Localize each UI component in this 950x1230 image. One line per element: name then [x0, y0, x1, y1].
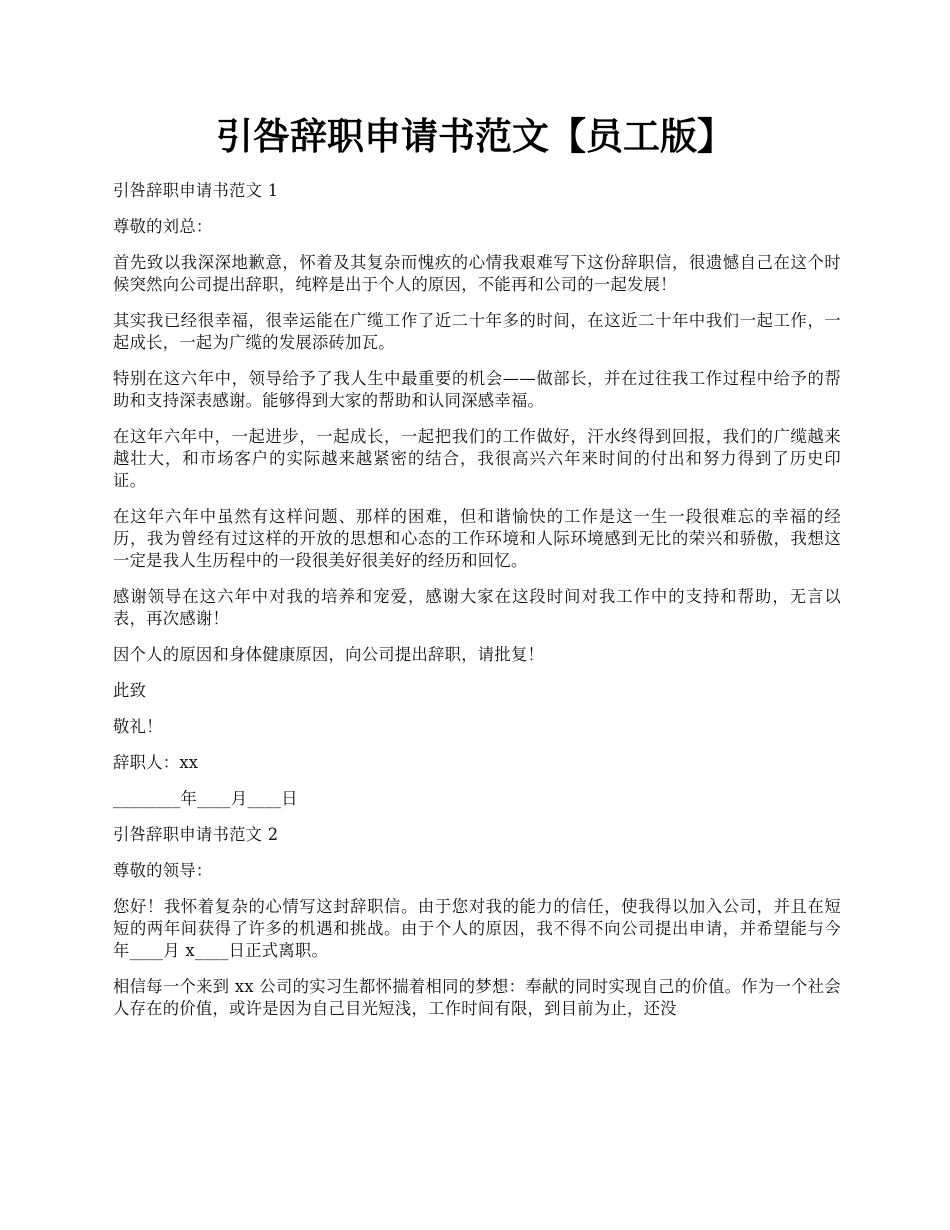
paragraph: 因个人的原因和身体健康原因，向公司提出辞职，请批复！	[113, 645, 545, 664]
date-line: ________年____月____日	[113, 789, 298, 808]
closing-regards: 敬礼！	[113, 717, 163, 736]
section-heading-2: 引咎辞职申请书范文 2	[113, 825, 279, 844]
salutation: 尊敬的领导：	[113, 861, 213, 880]
closing: 此致	[113, 681, 147, 700]
paragraph: 在这年六年中虽然有这样问题、那样的困难，但和谐愉快的工作是这一生一段很难忘的幸福的经历，我为曾经有过这样的开放的思想和心态的工作环境和人际环境感到无比的荣兴和骄傲，我想这一定是我人生历程中的一段很美好很美好的经历和回忆。	[113, 507, 841, 570]
document-body	[113, 180, 841, 1034]
salutation: 尊敬的刘总：	[113, 217, 213, 236]
paragraph: 在这年六年中，一起进步，一起成长，一起把我们的工作做好，汗水终得到回报，我们的广缆越来越壮大，和市场客户的实际越来越紧密的结合，我很高兴六年来时间的付出和努力得到了历史印证。	[113, 427, 841, 490]
signature: 辞职人：xx	[113, 753, 199, 772]
paragraph: 其实我已经很幸福，很幸运能在广缆工作了近二十年多的时间，在这近二十年中我们一起工作，一起成长，一起为广缆的发展添砖加瓦。	[113, 311, 841, 352]
paragraph: 特别在这六年中，领导给予了我人生中最重要的机会——做部长，并在过往我工作过程中给予的帮助和支持深表感谢。能够得到大家的帮助和认同深感幸福。	[113, 369, 841, 410]
section-heading-1: 引咎辞职申请书范文 1	[113, 181, 279, 200]
document-title: 引咎辞职申请书范文【员工版】	[216, 114, 734, 158]
paragraph: 感谢领导在这六年中对我的培养和宠爱，感谢大家在这段时间对我工作中的支持和帮助，无言以表，再次感谢！	[113, 587, 841, 628]
paragraph: 您好！我怀着复杂的心情写这封辞职信。由于您对我的能力的信任，使我得以加入公司，并且在短短的两年间获得了许多的机遇和挑战。由于个人的原因，我不得不向公司提出申请，并希望能与今年____月 x____日正式离职。	[113, 897, 841, 960]
paragraph: 首先致以我深深地歉意，怀着及其复杂而愧疚的心情我艰难写下这份辞职信，很遗憾自己在这个时候突然向公司提出辞职，纯粹是出于个人的原因，不能再和公司的一起发展！	[113, 253, 841, 294]
paragraph: 相信每一个来到 xx 公司的实习生都怀揣着相同的梦想：奉献的同时实现自己的价值。作为一个社会人存在的价值，或许是因为自己目光短浅，工作时间有限，到目前为止，还没	[113, 977, 841, 1018]
